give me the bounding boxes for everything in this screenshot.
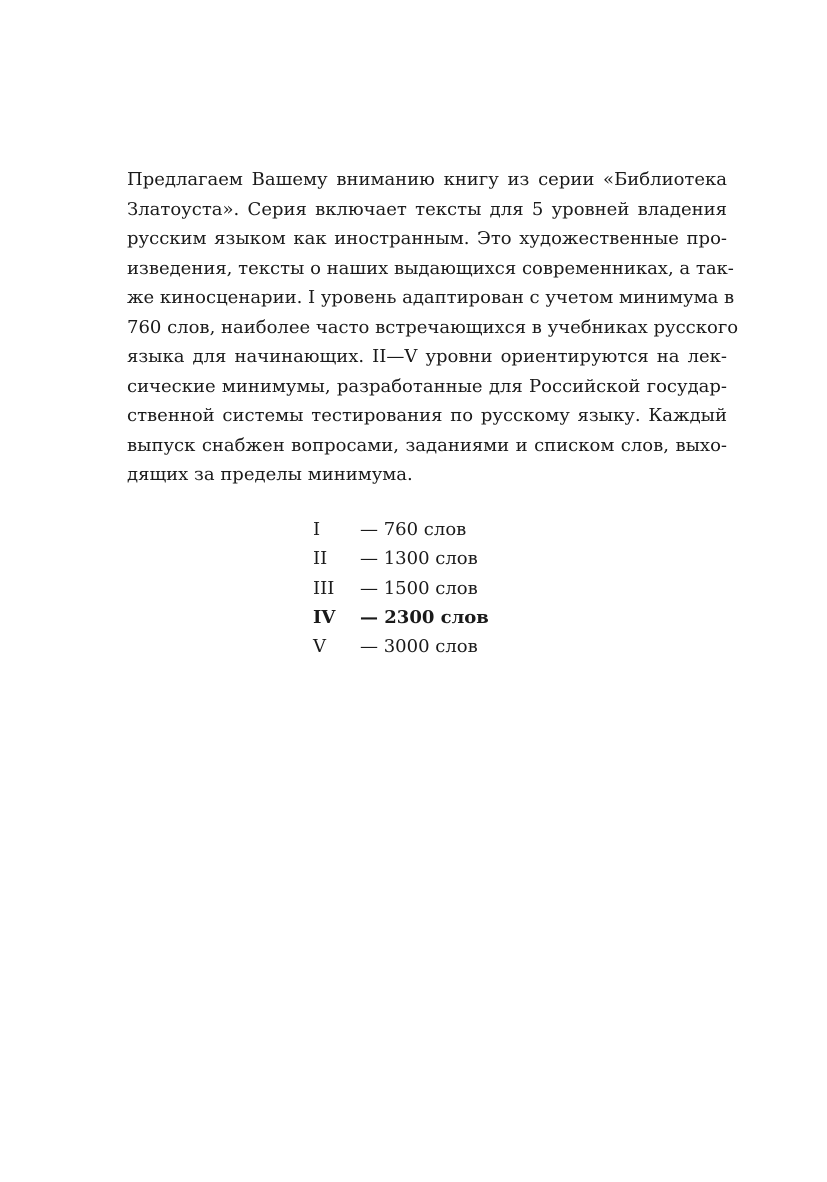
paragraph-line: изведения, тексты о наших выдающихся современниках, а так-	[127, 257, 734, 279]
level-number: V	[313, 636, 326, 658]
level-row	[313, 632, 489, 661]
level-row-highlighted	[313, 603, 489, 632]
level-row	[313, 574, 489, 603]
paragraph-line: сические минимумы, разработанные для Российской государ-	[127, 375, 727, 397]
level-number: IV	[313, 606, 336, 628]
paragraph-line: Предлагаем Вашему вниманию книгу из серии «Библиотека	[127, 169, 727, 190]
paragraph-line: языка для начинающих. II—V уровни ориентируются на лек-	[127, 346, 727, 367]
level-word-count: — 1500 слов	[360, 577, 478, 599]
intro-paragraph	[127, 165, 739, 490]
level-word-count: — 1300 слов	[360, 548, 478, 570]
paragraph-line: выпуск снабжен вопросами, заданиями и списком слов, выхо-	[127, 434, 727, 456]
paragraph-line: же киносценарии. I уровень адаптирован с учетом минимума в	[127, 287, 735, 308]
paragraph-line: дящих за пределы минимума.	[127, 464, 413, 485]
level-row	[313, 515, 489, 544]
paragraph-line: 760 слов, наиболее часто встречающихся в учебниках русского	[127, 316, 739, 338]
level-word-count: — 3000 слов	[360, 636, 478, 658]
paragraph-line: ственной системы тестирования по русскому языку. Каждый	[127, 405, 727, 426]
level-number: II	[313, 548, 328, 570]
level-word-count: — 760 слов	[360, 519, 467, 540]
level-row	[313, 544, 489, 573]
level-word-count: — 2300 слов	[360, 606, 489, 628]
level-number: I	[313, 519, 321, 540]
paragraph-line: русским языком как иностранным. Это художественные про-	[127, 228, 727, 249]
paragraph-line: Златоуста». Серия включает тексты для 5 уровней владения	[127, 198, 727, 220]
level-number: III	[313, 577, 335, 599]
level-list	[313, 515, 489, 661]
